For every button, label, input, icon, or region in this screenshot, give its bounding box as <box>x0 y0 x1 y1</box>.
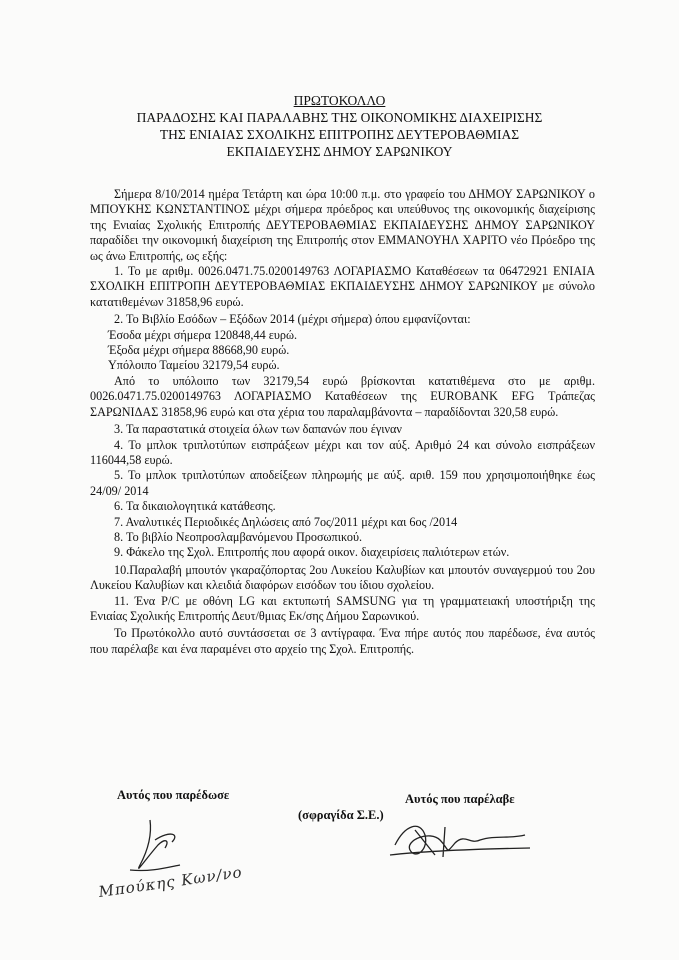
item-7: 7. Αναλυτικές Περιοδικές Δηλώσεις από 7ος/2011 μέχρι και 6ος /2014 <box>114 514 458 529</box>
item-6: 6. Τα δικαιολογητικά κατάθεσης. <box>114 499 276 514</box>
item-1: 1. Το με αριθμ. 0026.0471.75.0200149763 ΛΟΓΑΡΙΑΣΜΟ Καταθέσεων τα 06472921 ΕΝΙΑΙΑ ΣΧΟΛΙΚΗ ΕΠΙΤΡΟΠΗ ΔΕΥΤΕΡΟΒΑΘΜΙΑΣ ΕΚΠΑΙΔΕΥΣΗΣ ΔΗΜΟΥ ΣΑΡΩΝΙΚΟΥ με σύνολο κατατιθεμένων 31858,96 ευρώ. <box>90 264 595 309</box>
balance-line: Υπόλοιπο Ταμείου 32179,54 ευρώ. <box>108 358 280 373</box>
item-5: 5. Το μπλοκ τριπλοτύπων αποδείξεων πληρωμής με αύξ. αριθ. 159 που χρησιμοποιήθηκε έως 24/09/ 2014 <box>90 468 595 498</box>
document-body <box>90 187 595 657</box>
item-8: 8. Το βιβλίο Νεοπροσλαμβανόμενου Προσωπικού. <box>114 529 363 544</box>
balance-note: Από το υπόλοιπο των 32179,54 ευρώ βρίσκονται κατατιθέμενα στο με αριθμ. 0026.0471.75.0200149763 ΛΟΓΑΡΙΑΣΜΟ Καταθέσεων της EUROBANK EFG Τράπεζας ΣΑΡΩΝΙΔΑΣ 31858,96 ευρώ και στα χέρια του παραλαμβάνοντα – παραδίδονται 320,58 ευρώ. <box>90 373 595 419</box>
item-3: 3. Τα παραστατικά στοιχεία όλων των δαπανών που έγιναν <box>114 422 402 437</box>
title-line-4: ΕΚΠΑΙΔΕΥΣΗΣ ΔΗΜΟΥ ΣΑΡΩΝΙΚΟΥ <box>226 144 453 159</box>
closing-paragraph: Το Πρωτόκολλο αυτό συντάσσεται σε 3 αντίγραφα. Ένα πήρε αυτός που παρέδωσε, ένα αυτός που παρέλαβε και ένα παραμένει στο αρχείο της Σχολ. Επιτροπής. <box>90 626 595 656</box>
item-4: 4. Το μπλοκ τριπλοτύπων εισπράξεων μέχρι και τον αύξ. Αριθμό 24 και σύνολο εισπράξεων 116044,58 ευρώ. <box>90 437 595 467</box>
title-line-3: ΤΗΣ ΕΝΙΑΙΑΣ ΣΧΟΛΙΚΗΣ ΕΠΙΤΡΟΠΗΣ ΔΕΥΤΕΡΟΒΑΘΜΙΑΣ <box>159 127 520 142</box>
income-line: Έσοδα μέχρι σήμερα 120848,44 ευρώ. <box>108 327 298 342</box>
item-9: 9. Φάκελο της Σχολ. Επιτροπής που αφορά οικον. διαχειρίσεις παλιότερων ετών. <box>114 545 510 560</box>
intro-paragraph: Σήμερα 8/10/2014 ημέρα Τετάρτη και ώρα 10:00 π.μ. στο γραφείο του ΔΗΜΟΥ ΣΑΡΩΝΙΚΟΥ ο ΜΠΟΥΚΗΣ ΚΩΝΣΤΑΝΤΙΝΟΣ μέχρι σήμερα πρόεδρος και υπεύθυνος της οικονομικής διαχείρισης της Ενιαίας Σχολικής Επιτροπής ΔΕΥΤΕΡΟΒΑΘΜΙΑΣ ΕΚΠΑΙΔΕΥΣΗΣ ΔΗΜΟΥ ΣΑΡΩΝΙΚΟΥ παραδίδει την οικονομική διαχείριση της Επιτροπής στον ΕΜΜΑΝΟΥΗΛ ΧΑΡΙΤΟ νέο Πρόεδρο της ως άνω Επιτροπής, ως εξής: <box>90 187 595 263</box>
title-line-2: ΠΑΡΑΔΟΣΗΣ ΚΑΙ ΠΑΡΑΛΑΒΗΣ ΤΗΣ ΟΙΚΟΝΟΜΙΚΗΣ ΔΙΑΧΕΙΡΙΣΗΣ <box>136 110 543 125</box>
receiver-label: Αυτός που παρέλαβε <box>405 792 515 806</box>
stamp-label: (σφραγίδα Σ.Ε.) <box>298 808 384 822</box>
title-protocol: ΠΡΩΤΟΚΟΛΛΟ <box>293 93 386 108</box>
giver-label: Αυτός που παρέδωσε <box>117 788 230 802</box>
expenses-line: Έξοδα μέχρι σήμερα 88668,90 ευρώ. <box>108 343 290 358</box>
handwritten-name: Μπούκης Κων/νο <box>97 862 244 902</box>
item-2: 2. Το Βιβλίο Εσόδων – Εξόδων 2014 (μέχρι σήμερα) όπου εμφανίζονται: <box>114 312 471 327</box>
receiver-signature <box>385 815 535 870</box>
document-title <box>0 92 679 160</box>
item-11: 11. Ένα P/C με οθόνη LG και εκτυπωτή SAMSUNG για τη γραμματειακή υποστήριξη της Ενιαίας Σχολικής Επιτροπής Δευτ/θμιας Εκ/σης Δήμου Σαρωνικού. <box>90 593 595 623</box>
item-10: 10.Παραλαβή μπουτόν γκαραζόπορτας 2ου Λυκείου Καλυβίων και μπουτόν συναγερμού του 2ου Λυκείου Καλυβίων και κλειδιά διαφόρων εισόδων του ίδιου σχολείου. <box>90 562 595 593</box>
